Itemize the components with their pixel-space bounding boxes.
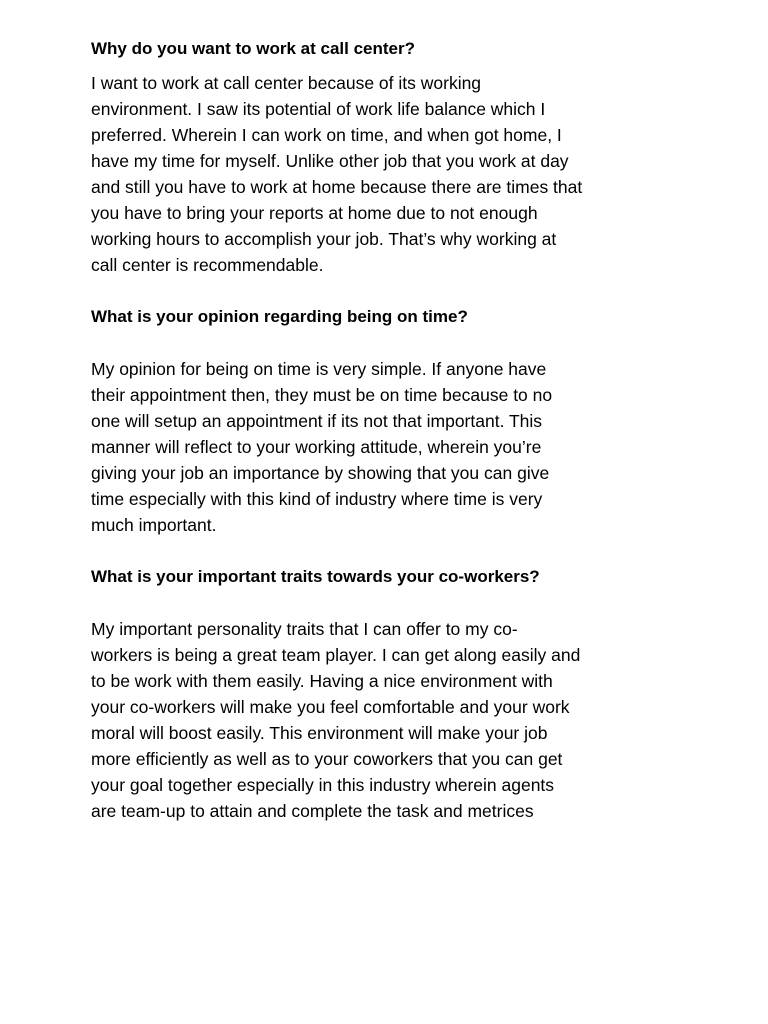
question-heading: What is your important traits towards your co-workers? xyxy=(91,567,540,586)
answer-line: your co-workers will make you feel comfortable and your work xyxy=(91,697,570,717)
document-page xyxy=(91,36,691,824)
answer-line: and still you have to work at home because there are times that xyxy=(91,177,583,197)
answer-paragraph xyxy=(91,356,691,538)
question-heading: What is your opinion regarding being on time? xyxy=(91,307,468,326)
answer-line: more efficiently as well as to your coworkers that you can get xyxy=(91,749,563,769)
answer-line: I want to work at call center because of its working xyxy=(91,73,482,93)
answer-line: moral will boost easily. This environment will make your job xyxy=(91,723,548,743)
answer-line: My important personality traits that I can offer to my co- xyxy=(91,619,518,639)
answer-line: My opinion for being on time is very simple. If anyone have xyxy=(91,359,547,379)
answer-line: have my time for myself. Unlike other job that you work at day xyxy=(91,151,569,171)
question-heading: Why do you want to work at call center? xyxy=(91,39,415,58)
answer-line: call center is recommendable. xyxy=(91,255,324,275)
answer-line: are team-up to attain and complete the task and metrices xyxy=(91,801,534,821)
answer-line: working hours to accomplish your job. That’s why working at xyxy=(91,229,557,249)
answer-line: one will setup an appointment if its not that important. This xyxy=(91,411,543,431)
answer-line: preferred. Wherein I can work on time, and when got home, I xyxy=(91,125,562,145)
answer-line: your goal together especially in this industry wherein agents xyxy=(91,775,555,795)
answer-line: giving your job an importance by showing that you can give xyxy=(91,463,550,483)
answer-paragraph xyxy=(91,616,691,824)
answer-line: their appointment then, they must be on time because to no xyxy=(91,385,553,405)
answer-line: environment. I saw its potential of work life balance which I xyxy=(91,99,546,119)
answer-line: much important. xyxy=(91,515,217,535)
answer-line: workers is being a great team player. I can get along easily and xyxy=(91,645,581,665)
answer-line: to be work with them easily. Having a nice environment with xyxy=(91,671,553,691)
answer-line: manner will reflect to your working attitude, wherein you’re xyxy=(91,437,542,457)
answer-line: you have to bring your reports at home due to not enough xyxy=(91,203,538,223)
answer-line: time especially with this kind of industry where time is very xyxy=(91,489,543,509)
answer-paragraph xyxy=(91,70,691,278)
